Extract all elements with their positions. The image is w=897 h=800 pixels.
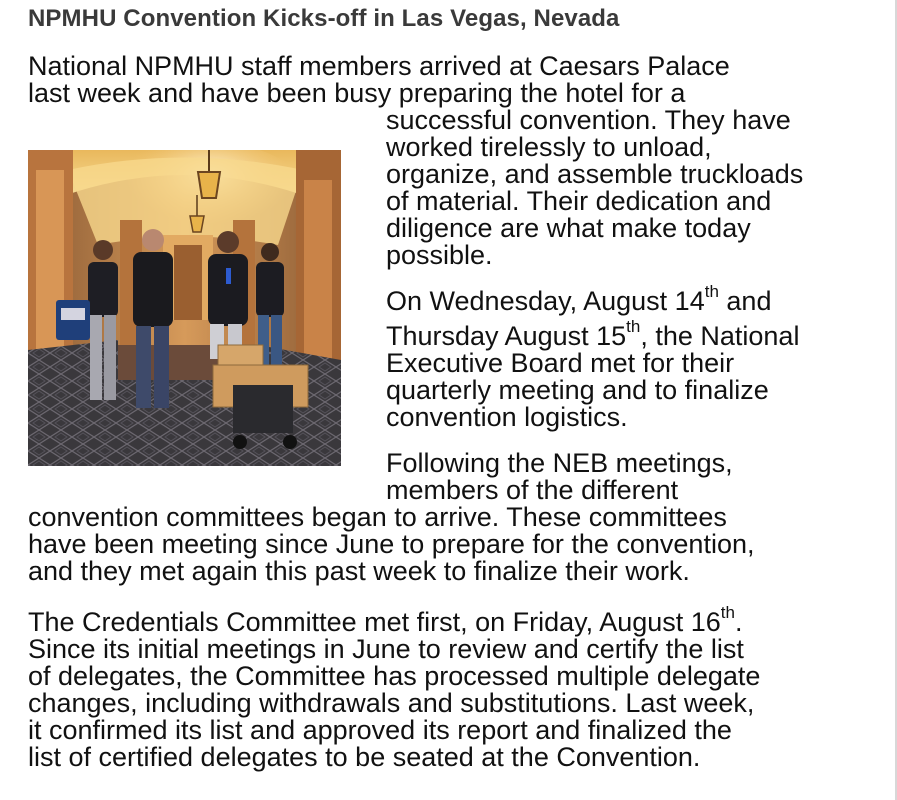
text-line: possible. — [386, 240, 493, 270]
text-line: Thursday August 15th, the National — [386, 317, 800, 351]
text-line: of material. Their dedication and — [386, 186, 772, 216]
text-line: On Wednesday, August 14th and — [386, 282, 772, 316]
text-line: Since its initial meetings in June to review and certify the list — [28, 634, 744, 664]
text-line: changes, including withdrawals and substitutions. Last week, — [28, 688, 755, 718]
text-line: Following the NEB meetings, — [386, 448, 733, 478]
text-line: it confirmed its list and approved its report and finalized the — [28, 715, 732, 745]
text-line: organize, and assemble truckloads — [386, 159, 804, 189]
text-line: last week and have been busy preparing the hotel for a — [28, 78, 686, 108]
text-line: convention logistics. — [386, 402, 628, 432]
text-line: National NPMHU staff members arrived at Caesars Palace — [28, 51, 730, 81]
text-line: convention committees began to arrive. These committees — [28, 502, 727, 532]
staff-hallway-photo — [28, 150, 341, 466]
article-photo — [28, 150, 341, 466]
text-line: and they met again this past week to finalize their work. — [28, 556, 690, 586]
text-line: successful convention. They have — [386, 105, 791, 135]
text-line: Executive Board met for their — [386, 348, 735, 378]
text-line: The Credentials Committee met first, on Friday, August 16th. — [28, 603, 743, 637]
paragraph-gap — [28, 585, 888, 609]
text-line: diligence are what make today — [386, 213, 751, 243]
text-line: worked tirelessly to unload, — [386, 132, 712, 162]
text-line: have been meeting since June to prepare for the convention, — [28, 529, 755, 559]
text-line: list of certified delegates to be seated at the Convention. — [28, 742, 701, 772]
text-line: of delegates, the Committee has processed multiple delegate — [28, 661, 761, 691]
article-headline: NPMHU Convention Kicks-off in Las Vegas, Nevada — [28, 5, 620, 32]
text-line: members of the different — [386, 475, 679, 505]
text-line: quarterly meeting and to finalize — [386, 375, 769, 405]
